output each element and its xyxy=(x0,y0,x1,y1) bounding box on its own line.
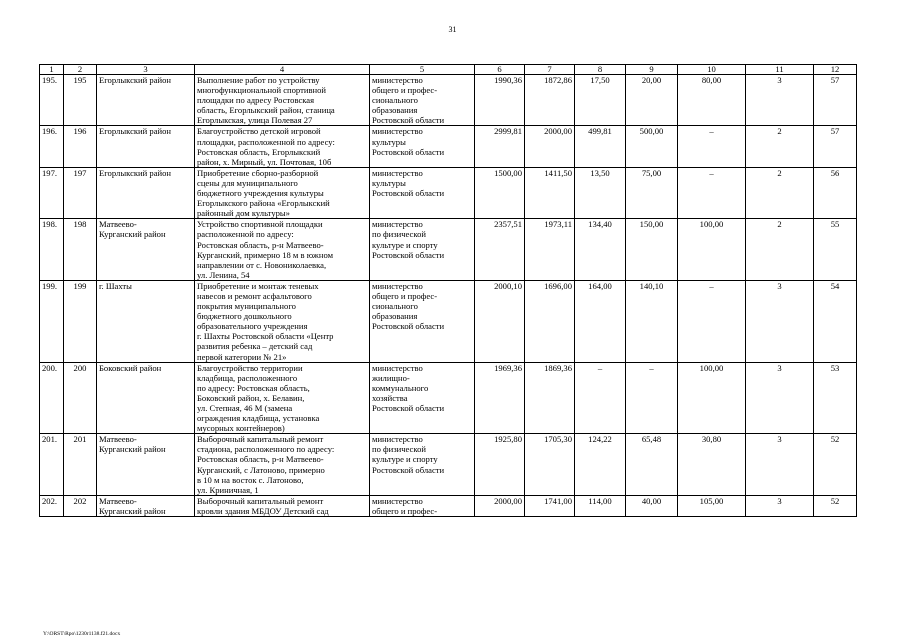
total-cost-cell: 2000,00 xyxy=(475,495,525,516)
extra-funds-cell: 40,00 xyxy=(626,495,678,516)
local-budget-cell: 164,00 xyxy=(575,280,626,362)
description-cell-line: Благоустройство детской игровой xyxy=(197,126,321,137)
district-cell xyxy=(97,219,195,281)
description-cell-line: расположенной по адресу: xyxy=(197,229,294,240)
row-number: 198. xyxy=(40,219,64,281)
ministry-cell-line: министерство xyxy=(372,362,423,373)
district-cell-line: Курганский район xyxy=(99,444,166,455)
description-cell-line: Выборочный капитальный ремонт xyxy=(197,434,324,445)
volunteer-funds-cell: 105,00 xyxy=(678,495,746,516)
description-cell xyxy=(195,126,370,167)
description-cell-line: направлении от с. Новониколаевка, xyxy=(197,259,327,270)
extra-funds-cell: 75,00 xyxy=(626,167,678,218)
regional-budget-cell: 1869,36 xyxy=(525,362,575,434)
table-row xyxy=(40,495,857,516)
ministry-cell-line: образования xyxy=(372,311,418,322)
rank-cell: 53 xyxy=(814,362,857,434)
description-cell-line: Ростовская область, р-н Матвеево- xyxy=(197,239,324,250)
total-cost-cell: 1500,00 xyxy=(475,167,525,218)
score-cell: 2 xyxy=(746,219,814,281)
ministry-cell xyxy=(370,495,475,516)
total-cost-cell: 2357,51 xyxy=(475,219,525,281)
local-budget-cell: 17,50 xyxy=(575,75,626,126)
total-cost-cell: 2000,10 xyxy=(475,280,525,362)
column-number-row xyxy=(40,65,857,75)
ministry-cell xyxy=(370,219,475,281)
ministry-cell-line: культуры xyxy=(372,136,406,147)
ministry-cell-line: Ростовской области xyxy=(372,146,445,157)
description-cell-line: Курганский, с Латоново, примерно xyxy=(197,464,325,475)
description-cell-line: покрытия муниципального xyxy=(197,301,296,312)
description-cell-line: Курганский, примерно 18 м в южном xyxy=(197,249,334,260)
description-cell-line: ограждения кладбища, установка xyxy=(197,413,320,424)
score-cell: 3 xyxy=(746,280,814,362)
item-number: 198 xyxy=(64,219,97,281)
column-number: 7 xyxy=(525,65,575,75)
column-number: 12 xyxy=(814,65,857,75)
ministry-cell xyxy=(370,362,475,434)
total-cost-cell: 1969,36 xyxy=(475,362,525,434)
ministry-cell-line: по физической xyxy=(372,444,427,455)
volunteer-funds-cell: – xyxy=(678,167,746,218)
local-budget-cell: 499,81 xyxy=(575,126,626,167)
district-cell-line: Матвеево- xyxy=(99,219,137,230)
description-cell-line: сцены для муниципального xyxy=(197,177,298,188)
district-cell-line: Егорлыкский район xyxy=(99,75,172,85)
score-cell: 3 xyxy=(746,434,814,496)
district-cell-line: г. Шахты xyxy=(99,280,132,291)
ministry-cell xyxy=(370,167,475,218)
total-cost-cell: 1925,80 xyxy=(475,434,525,496)
extra-funds-cell: 140,10 xyxy=(626,280,678,362)
column-number: 1 xyxy=(40,65,64,75)
description-cell-line: навесов и ремонт асфальтового xyxy=(197,290,312,301)
table-row xyxy=(40,219,857,281)
regional-budget-cell: 1696,00 xyxy=(525,280,575,362)
description-cell xyxy=(195,362,370,434)
ministry-cell-line: культуры xyxy=(372,177,406,188)
description-cell-line: Боковский район, х. Белавин, xyxy=(197,392,305,403)
table-row xyxy=(40,434,857,496)
row-number: 199. xyxy=(40,280,64,362)
regional-budget-cell: 2000,00 xyxy=(525,126,575,167)
description-cell xyxy=(195,280,370,362)
rank-cell: 57 xyxy=(814,75,857,126)
row-number: 202. xyxy=(40,495,64,516)
description-cell-line: многофункциональной спортивной xyxy=(197,85,327,96)
table-row xyxy=(40,280,857,362)
ministry-cell-line: министерство xyxy=(372,75,423,85)
score-cell: 3 xyxy=(746,495,814,516)
district-cell xyxy=(97,434,195,496)
description-cell-line: Выполнение работ по устройству xyxy=(197,75,320,85)
ministry-cell xyxy=(370,126,475,167)
table-row xyxy=(40,362,857,434)
score-cell: 2 xyxy=(746,167,814,218)
table-body xyxy=(40,75,857,517)
local-budget-cell: 124,22 xyxy=(575,434,626,496)
regional-budget-cell: 1741,00 xyxy=(525,495,575,516)
row-number: 196. xyxy=(40,126,64,167)
table-row xyxy=(40,75,857,126)
file-path-footer: Y:\ORST\Rpo\1230r1138.f21.docx xyxy=(43,631,121,637)
rank-cell: 56 xyxy=(814,167,857,218)
description-cell-line: г. Шахты Ростовской области «Центр xyxy=(197,331,334,342)
ministry-cell-line: общего и профес- xyxy=(372,85,438,96)
description-cell-line: мусорных контейнеров) xyxy=(197,423,285,434)
column-number: 4 xyxy=(195,65,370,75)
rank-cell: 54 xyxy=(814,280,857,362)
ministry-cell-line: министерство xyxy=(372,434,423,445)
description-cell-line: ул. Криничная, 1 xyxy=(197,484,259,495)
item-number: 195 xyxy=(64,75,97,126)
ministry-cell-line: министерство xyxy=(372,495,423,506)
ministry-cell-line: коммунального xyxy=(372,382,429,393)
description-cell-line: ул. Ленина, 54 xyxy=(197,269,250,280)
description-cell-line: Выборочный капитальный ремонт xyxy=(197,495,324,506)
item-number: 201 xyxy=(64,434,97,496)
description-cell-line: Устройство спортивной площадки xyxy=(197,219,323,230)
description-cell-line: бюджетного дошкольного xyxy=(197,311,292,322)
ministry-cell xyxy=(370,280,475,362)
description-cell-line: площадки, расположенной по адресу: xyxy=(197,136,335,147)
volunteer-funds-cell: 80,00 xyxy=(678,75,746,126)
table-row xyxy=(40,126,857,167)
extra-funds-cell: 20,00 xyxy=(626,75,678,126)
extra-funds-cell: 150,00 xyxy=(626,219,678,281)
description-cell-line: Приобретение сборно-разборной xyxy=(197,167,319,178)
district-cell-line: Боковский район xyxy=(99,362,162,373)
ministry-cell-line: Ростовской области xyxy=(372,464,445,475)
volunteer-funds-cell: 30,80 xyxy=(678,434,746,496)
ministry-cell-line: культуре и спорту xyxy=(372,239,438,250)
item-number: 200 xyxy=(64,362,97,434)
district-cell xyxy=(97,362,195,434)
ministry-cell-line: Ростовской области xyxy=(372,403,445,413)
score-cell: 3 xyxy=(746,75,814,126)
description-cell-line: Благоустройство территории xyxy=(197,362,303,373)
column-number: 10 xyxy=(678,65,746,75)
row-number: 195. xyxy=(40,75,64,126)
ministry-cell-line: образования xyxy=(372,105,418,116)
volunteer-funds-cell: – xyxy=(678,126,746,167)
district-cell xyxy=(97,75,195,126)
volunteer-funds-cell: 100,00 xyxy=(678,219,746,281)
regional-budget-cell: 1973,11 xyxy=(525,219,575,281)
regional-budget-cell: 1411,50 xyxy=(525,167,575,218)
extra-funds-cell: 500,00 xyxy=(626,126,678,167)
description-cell-line: Егорлыкская, улица Полевая 27 xyxy=(197,115,313,126)
ministry-cell-line: Ростовской области xyxy=(372,188,445,199)
projects-table xyxy=(39,64,857,517)
description-cell xyxy=(195,167,370,218)
district-cell-line: Матвеево- xyxy=(99,434,137,445)
description-cell-line: районный дом культуры» xyxy=(197,208,290,219)
description-cell-line: стадиона, расположенного по адресу: xyxy=(197,444,335,455)
ministry-cell-line: министерство xyxy=(372,219,423,230)
local-budget-cell: – xyxy=(575,362,626,434)
ministry-cell-line: жилищно- xyxy=(372,372,410,383)
ministry-cell-line: по физической xyxy=(372,229,427,240)
score-cell: 2 xyxy=(746,126,814,167)
column-number: 5 xyxy=(370,65,475,75)
column-number: 8 xyxy=(575,65,626,75)
column-number: 6 xyxy=(475,65,525,75)
district-cell-line: Курганский район xyxy=(99,229,166,240)
ministry-cell-line: Ростовской области xyxy=(372,115,445,126)
description-cell-line: область, Егорлыкский район, станица xyxy=(197,105,335,116)
description-cell xyxy=(195,495,370,516)
regional-budget-cell: 1705,30 xyxy=(525,434,575,496)
item-number: 199 xyxy=(64,280,97,362)
description-cell-line: Приобретение и монтаж теневых xyxy=(197,280,319,291)
column-number: 2 xyxy=(64,65,97,75)
description-cell-line: по адресу: Ростовская область, xyxy=(197,382,310,393)
ministry-cell-line: сионального xyxy=(372,95,418,106)
rank-cell: 55 xyxy=(814,219,857,281)
district-cell xyxy=(97,280,195,362)
description-cell-line: бюджетного учреждения культуры xyxy=(197,188,324,199)
description-cell-line: первой категории № 21» xyxy=(197,351,287,362)
item-number: 196 xyxy=(64,126,97,167)
row-number: 197. xyxy=(40,167,64,218)
description-cell-line: район, х. Мирный, ул. Почтовая, 10б xyxy=(197,156,332,167)
score-cell: 3 xyxy=(746,362,814,434)
row-number: 201. xyxy=(40,434,64,496)
local-budget-cell: 134,40 xyxy=(575,219,626,281)
column-number: 9 xyxy=(626,65,678,75)
district-cell xyxy=(97,167,195,218)
extra-funds-cell: 65,48 xyxy=(626,434,678,496)
item-number: 202 xyxy=(64,495,97,516)
column-number: 3 xyxy=(97,65,195,75)
total-cost-cell: 2999,81 xyxy=(475,126,525,167)
description-cell-line: кровли здания МБДОУ Детский сад xyxy=(197,505,329,516)
ministry-cell-line: общего и профес- xyxy=(372,290,438,301)
ministry-cell-line: Ростовской области xyxy=(372,249,445,260)
row-number: 200. xyxy=(40,362,64,434)
district-cell-line: Матвеево- xyxy=(99,495,137,506)
district-cell xyxy=(97,126,195,167)
ministry-cell-line: министерство xyxy=(372,126,423,137)
ministry-cell-line: министерство xyxy=(372,167,423,178)
ministry-cell-line: хозяйства xyxy=(372,392,408,403)
column-number: 11 xyxy=(746,65,814,75)
total-cost-cell: 1990,36 xyxy=(475,75,525,126)
volunteer-funds-cell: 100,00 xyxy=(678,362,746,434)
description-cell-line: образовательного учреждения xyxy=(197,321,308,332)
table-row xyxy=(40,167,857,218)
district-cell-line: Курганский район xyxy=(99,505,166,516)
description-cell-line: в 10 м на восток с. Латоново, xyxy=(197,474,304,485)
description-cell-line: ул. Степная, 46 М (замена xyxy=(197,403,293,413)
description-cell-line: Ростовская область, р-н Матвеево- xyxy=(197,454,324,465)
description-cell xyxy=(195,75,370,126)
local-budget-cell: 114,00 xyxy=(575,495,626,516)
district-cell-line: Егорлыкский район xyxy=(99,167,172,178)
district-cell xyxy=(97,495,195,516)
description-cell-line: Егорлыкского района «Егорлыкский xyxy=(197,198,330,209)
ministry-cell-line: Ростовской области xyxy=(372,321,445,332)
ministry-cell xyxy=(370,75,475,126)
ministry-cell-line: сионального xyxy=(372,301,418,312)
district-cell-line: Егорлыкский район xyxy=(99,126,172,137)
ministry-cell-line: общего и профес- xyxy=(372,505,438,516)
ministry-cell-line: министерство xyxy=(372,280,423,291)
extra-funds-cell: – xyxy=(626,362,678,434)
local-budget-cell: 13,50 xyxy=(575,167,626,218)
description-cell-line: Ростовская область, Егорлыкский xyxy=(197,146,321,157)
description-cell-line: развития ребенка – детский сад xyxy=(197,341,313,352)
ministry-cell xyxy=(370,434,475,496)
description-cell xyxy=(195,434,370,496)
item-number: 197 xyxy=(64,167,97,218)
page-number: 31 xyxy=(448,25,457,34)
rank-cell: 52 xyxy=(814,434,857,496)
description-cell-line: площадки по адресу Ростовская xyxy=(197,95,315,106)
description-cell xyxy=(195,219,370,281)
description-cell-line: кладбища, расположенного xyxy=(197,372,298,383)
ministry-cell-line: культуре и спорту xyxy=(372,454,438,465)
volunteer-funds-cell: – xyxy=(678,280,746,362)
rank-cell: 52 xyxy=(814,495,857,516)
regional-budget-cell: 1872,86 xyxy=(525,75,575,126)
rank-cell: 57 xyxy=(814,126,857,167)
